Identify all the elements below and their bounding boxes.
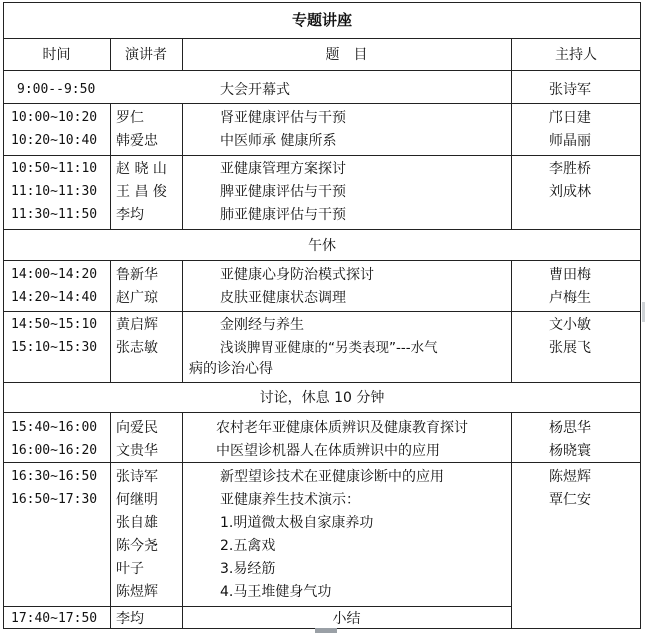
- time-cell: 10:00~10:20: [11, 110, 98, 125]
- topic-cell: 肾亚健康评估与干预: [220, 110, 346, 126]
- topic-cell: 脾亚健康评估与干预: [220, 184, 346, 200]
- host-cell: 邝日建: [549, 110, 591, 126]
- time-cell: 11:30~11:50: [11, 207, 98, 222]
- time-cell: 15:40~16:00: [11, 420, 98, 435]
- table-grid: [3, 2, 641, 629]
- topic-cell: 中医师承 健康所系: [220, 133, 337, 149]
- host-cell: 文小敏: [549, 317, 591, 333]
- speaker-cell: 李均: [116, 207, 144, 223]
- closing-topic: 小结: [332, 611, 361, 627]
- host-cell: 张展飞: [549, 340, 591, 356]
- host-cell: 杨晓寰: [549, 443, 591, 459]
- speaker-cell: 张志敏: [116, 340, 158, 356]
- speaker-cell: 王 昌 俊: [116, 184, 167, 200]
- topic-cell: 中医望诊机器人在体质辨识中的应用: [216, 443, 440, 459]
- topic-cell: 4.马王堆健身气功: [220, 584, 332, 600]
- speaker-cell: 张自雄: [116, 515, 158, 531]
- speaker-cell: 赵 晓 山: [116, 161, 167, 177]
- speaker-cell: 韩爱忠: [116, 133, 158, 149]
- header-host: 主持人: [555, 47, 597, 63]
- closing-speaker: 李均: [116, 611, 144, 627]
- speaker-cell: 黄启辉: [116, 317, 158, 333]
- time-cell: 10:50~11:10: [11, 161, 98, 176]
- speaker-cell: 张诗军: [116, 469, 158, 485]
- time-cell: 10:20~10:40: [11, 133, 98, 148]
- lecture-schedule-table: [3, 2, 641, 629]
- opening-host: 张诗军: [549, 82, 591, 98]
- topic-cell: 亚健康管理方案探讨: [220, 161, 346, 177]
- host-cell: 杨思华: [549, 420, 591, 436]
- time-cell: 14:00~14:20: [11, 267, 98, 282]
- time-cell: 16:00~16:20: [11, 443, 98, 458]
- host-cell: 覃仁安: [549, 492, 591, 508]
- host-cell: 刘成林: [549, 184, 591, 200]
- host-cell: 师晶丽: [549, 133, 591, 149]
- speaker-cell: 赵广琼: [116, 290, 158, 306]
- header-time: 时间: [42, 47, 71, 63]
- host-cell: 卢梅生: [549, 290, 591, 306]
- lunch-break: 午休: [308, 238, 336, 254]
- topic-cell: 亚健康心身防治模式探讨: [220, 267, 374, 283]
- header-topic: 题 目: [325, 47, 368, 63]
- opening-topic: 大会开幕式: [220, 82, 290, 98]
- host-cell: 李胜桥: [549, 161, 591, 177]
- speaker-cell: 陈今尧: [116, 538, 158, 554]
- topic-cell: 3.易经筋: [220, 561, 276, 577]
- topic-cell: 新型望诊技术在亚健康诊断中的应用: [220, 469, 444, 485]
- topic-cell: 肺亚健康评估与干预: [220, 207, 346, 223]
- host-cell: 陈煜辉: [549, 469, 591, 485]
- time-cell: 14:50~15:10: [11, 317, 98, 332]
- topic-cell: 1.明道微太极自家康养功: [220, 515, 374, 531]
- page-tab-mark: [315, 628, 337, 633]
- topic-cell-continued: 病的诊治心得: [189, 361, 273, 377]
- host-cell: 曹田梅: [549, 267, 591, 283]
- speaker-cell: 向爱民: [116, 420, 158, 436]
- time-cell: 15:10~15:30: [11, 340, 98, 355]
- topic-cell: 金刚经与养生: [220, 317, 304, 333]
- time-cell: 16:30~16:50: [11, 469, 98, 484]
- opening-time: 9:00--9:50: [17, 82, 96, 97]
- closing-time: 17:40~17:50: [11, 611, 98, 626]
- speaker-cell: 陈煜辉: [116, 584, 158, 600]
- discussion-break: 讨论，休息 10 分钟: [259, 390, 385, 406]
- topic-cell: 皮肤亚健康状态调理: [220, 290, 346, 306]
- topic-cell: 浅谈脾胃亚健康的“另类表现”---水气: [220, 340, 438, 356]
- time-cell: 14:20~14:40: [11, 290, 98, 305]
- speaker-cell: 何继明: [116, 492, 158, 508]
- speaker-cell: 文贵华: [116, 443, 158, 459]
- topic-cell: 2.五禽戏: [220, 538, 276, 554]
- time-cell: 16:50~17:30: [11, 492, 98, 507]
- topic-cell: 农村老年亚健康体质辨识及健康教育探讨: [216, 420, 468, 436]
- header-speaker: 演讲者: [125, 47, 167, 63]
- time-cell: 11:10~11:30: [11, 184, 98, 199]
- topic-cell: 亚健康养生技术演示：: [220, 492, 360, 508]
- speaker-cell: 叶子: [116, 561, 144, 577]
- speaker-cell: 鲁新华: [116, 267, 158, 283]
- speaker-cell: 罗仁: [116, 110, 144, 126]
- table-title: 专题讲座: [291, 11, 352, 29]
